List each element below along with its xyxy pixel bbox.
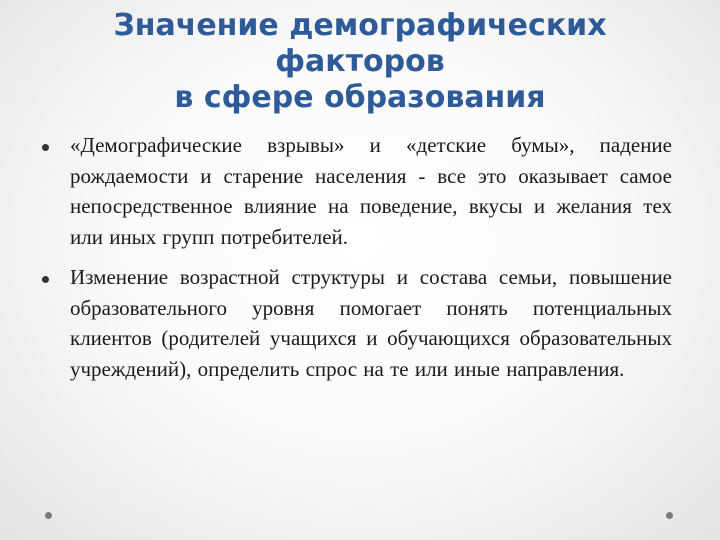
bullet-list [40,130,672,394]
bullet-item-1 [40,130,672,252]
bullet-item-2 [40,262,672,384]
decorative-dot-icon [45,512,52,519]
bullet-dot-icon [42,276,49,283]
bullet-text: «Демографические взрывы» и «детские бумы», падение рождаемости и старение населения - все это оказывает самое непосредственное влияние на поведение, вкусы и желания тех или иных групп потребителей. [70,133,672,249]
slide-title [0,8,720,116]
bullet-dot-icon [42,144,49,151]
title-line-1: Значение демографических [113,8,607,44]
title-line-2: факторов [275,44,445,80]
decorative-dot-icon [666,512,673,519]
title-line-3: в сфере образования [174,80,546,116]
bullet-text: Изменение возрастной структуры и состава семьи, повышение образовательного уровня помогает понять потенциальных клиентов (родителей учащихся и обучающихся образовательных учреждений), определить спрос на те или иные направления. [70,265,672,381]
